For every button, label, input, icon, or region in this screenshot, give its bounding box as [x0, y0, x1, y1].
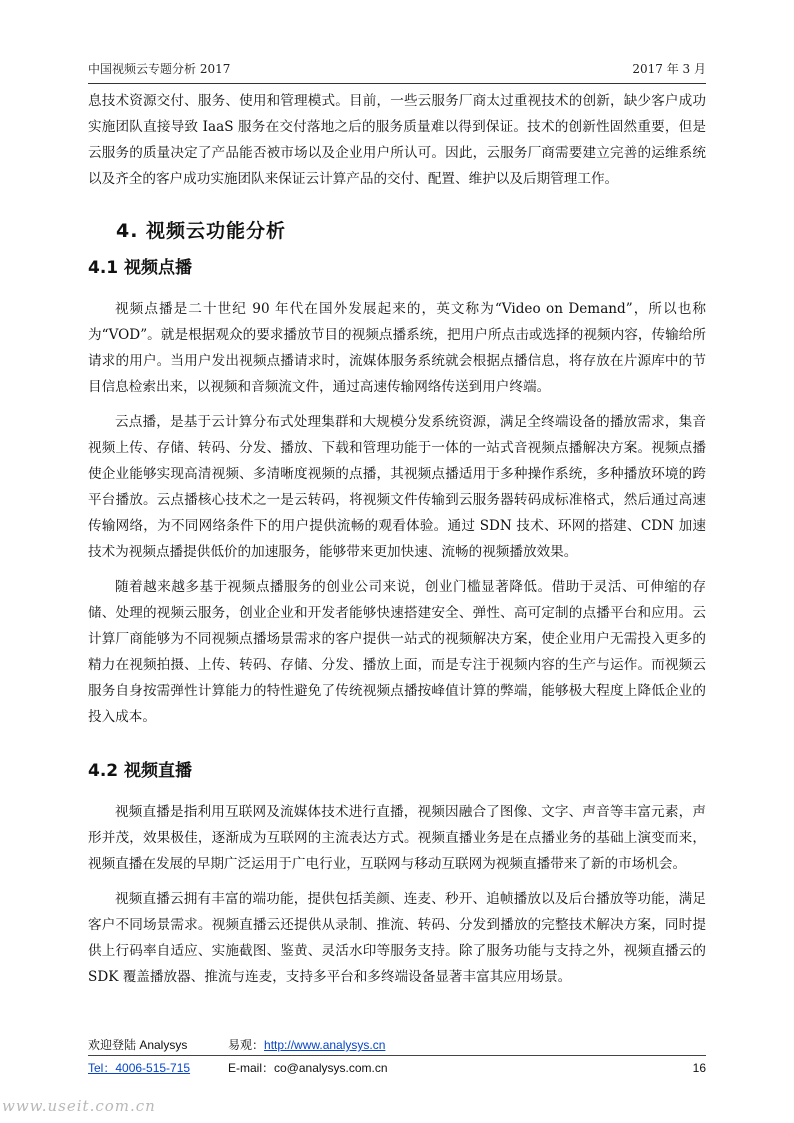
page-footer	[88, 1035, 706, 1077]
footer-site-label: 易观：	[228, 1038, 265, 1052]
intro-paragraph: 息技术资源交付、服务、使用和管理模式。目前，一些云服务厂商太过重视技术的创新，缺少客户成功实施团队直接导致 IaaS 服务在交付落地之后的服务质量难以得到保证。技术的创新性固然重要，但是云服务的质量决定了产品能否被市场以及企业用户所认可。因此，云服务厂商需要建立完善的运维系统以及齐全的客户成功实施团队来保证云计算产品的交付、配置、维护以及后期管理工作。	[88, 93, 706, 187]
section-4-1-paragraph-3: 随着越来越多基于视频点播服务的创业公司来说，创业门槛显著降低。借助于灵活、可伸缩的存储、处理的视频云服务，创业企业和开发者能够快速搭建安全、弹性、高可定制的点播平台和应用。云计算厂商能够为不同视频点播场景需求的客户提供一站式的视频解决方案，使企业用户无需投入更多的精力在视频拍摄、上传、转码、存储、分发、播放上面，而是专注于视频内容的生产与运作。而视频云服务自身按需弹性计算能力的特性避免了传统视频点播按峰值计算的弊端，能够极大程度上降低企业的投入成本。	[88, 579, 706, 725]
footer-welcome: 欢迎登陆 Analysys	[88, 1038, 188, 1052]
page-body	[88, 88, 706, 999]
page-number: 16	[692, 1060, 706, 1075]
site-watermark: www.useit.com.cn	[2, 1097, 156, 1115]
footer-row-1	[88, 1035, 706, 1054]
section-4-1-heading: 4.1 视频点播	[88, 258, 193, 278]
section-4-1-paragraph-2: 云点播，是基于云计算分布式处理集群和大规模分发系统资源，满足全终端设备的播放需求，集音视频上传、存储、转码、分发、播放、下载和管理功能于一体的一站式音视频点播解决方案。视频点播使企业能够实现高清视频、多清晰度视频的点播，其视频点播适用于多种操作系统，多种播放环境的跨平台播放。云点播核心技术之一是云转码，将视频文件传输到云服务器转码成标准格式，然后通过高速传输网络，为不同网络条件下的用户提供流畅的观看体验。通过 SDN 技术、环网的搭建、CDN 加速技术为视频点播提供低价的加速服务，能够带来更加快速、流畅的视频播放效果。	[88, 414, 706, 560]
footer-divider	[88, 1055, 706, 1056]
section-4-2-paragraph-2: 视频直播云拥有丰富的端功能，提供包括美颜、连麦、秒开、追帧播放以及后台播放等功能，满足客户不同场景需求。视频直播云还提供从录制、推流、转码、分发到播放的完整技术解决方案，同时提供上行码率自适应、实施截图、鉴黄、灵活水印等服务支持。除了服务功能与支持之外，视频直播云的 SDK 覆盖播放器、推流与连麦，支持多平台和多终端设备显著丰富其应用场景。	[88, 891, 706, 985]
footer-email: E-mail：co@analysys.com.cn	[228, 1061, 388, 1075]
footer-site	[228, 1036, 706, 1053]
header-date: 2017 年 3 月	[632, 62, 706, 76]
section-4-1-paragraph-1: 视频点播是二十世纪 90 年代在国外发展起来的，英文称为“Video on Demand”，所以也称为“VOD”。就是根据观众的要求播放节目的视频点播系统，把用户所点击或选择的视频内容，传输给所请求的用户。当用户发出视频点播请求时，流媒体服务系统就会根据点播信息，将存放在片源库中的节目信息检索出来，以视频和音频流文件，通过高速传输网络传送到用户终端。	[88, 301, 706, 395]
section-4-2-paragraph-1: 视频直播是指利用互联网及流媒体技术进行直播，视频因融合了图像、文字、声音等丰富元素，声形并茂，效果极佳，逐渐成为互联网的主流表达方式。视频直播业务是在点播业务的基础上演变而来，视频直播在发展的早期广泛运用于广电行业，互联网与移动互联网为视频直播带来了新的市场机会。	[88, 804, 706, 872]
footer-site-link[interactable]: http://www.analysys.cn	[264, 1038, 386, 1052]
section-4-2-heading: 4.2 视频直播	[88, 761, 193, 781]
section-4-heading: 4. 视频云功能分析	[116, 220, 287, 242]
footer-tel[interactable]: Tel：4006-515-715	[88, 1061, 191, 1075]
header-title: 中国视频云专题分析 2017	[88, 62, 231, 76]
footer-row-2	[88, 1058, 706, 1077]
page-header	[88, 60, 706, 84]
